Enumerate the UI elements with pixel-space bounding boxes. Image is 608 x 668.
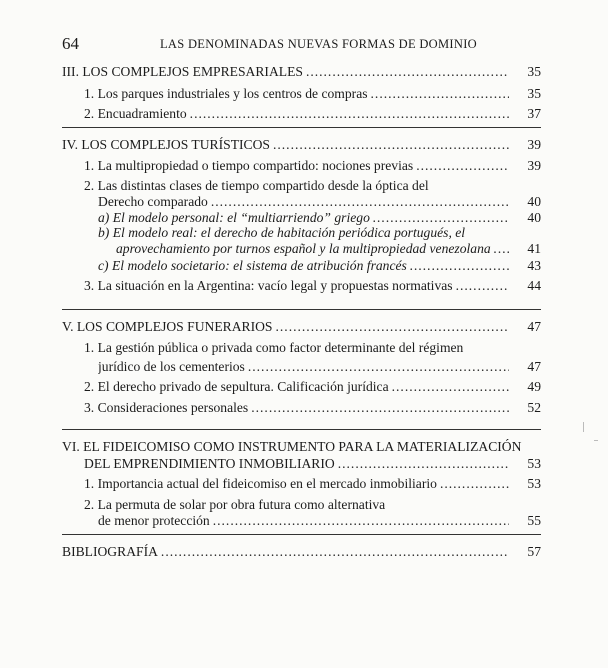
toc-entry-4-2 <box>98 194 512 210</box>
leader-dots <box>373 210 509 226</box>
toc-entry-title: jurídico de los cementerios <box>98 359 245 374</box>
running-title: LAS DENOMINADAS NUEVAS FORMAS DE DOMINIO <box>160 37 477 51</box>
toc-entry-title: 1. Los parques industriales y los centros de compras <box>84 86 368 101</box>
toc-entry-title: 3. Consideraciones personales <box>84 400 249 415</box>
toc-entry-4-1 <box>84 158 512 174</box>
toc-entry-title: 3. La situación en la Argentina: vacío legal y propuestas normativas <box>84 278 453 293</box>
toc-entry-title: c) El modelo societario: el sistema de atribución francés <box>98 258 407 273</box>
toc-entry-title: IV. LOS COMPLEJOS TURÍSTICOS <box>62 137 270 152</box>
toc-entry-title: aprovechamiento por turnos español y la multipropiedad venezolana <box>116 241 491 256</box>
toc-entry-3-1 <box>84 86 512 102</box>
leader-dots <box>392 379 509 395</box>
leader-dots <box>440 476 509 492</box>
toc-entry-4-2-line1: 2. Las distintas clases de tiempo compartido desde la óptica del <box>84 178 429 193</box>
toc-entry-section-3 <box>62 64 512 80</box>
toc-entry-page: 40 <box>527 210 541 225</box>
leader-dots <box>306 64 509 80</box>
leader-dots <box>416 158 509 174</box>
leader-dots <box>248 359 509 375</box>
leader-dots <box>161 544 509 560</box>
toc-entry-title: BIBLIOGRAFÍA <box>62 544 158 559</box>
toc-entry-title: de menor protección <box>98 513 210 528</box>
leader-dots <box>251 400 509 416</box>
toc-entry-4-2-c <box>98 258 512 274</box>
toc-entry-page: 52 <box>527 400 541 415</box>
section-divider <box>62 309 541 310</box>
toc-entry-bibliography <box>62 544 512 560</box>
scan-mark <box>594 440 598 441</box>
toc-entry-6-1 <box>84 476 512 492</box>
toc-entry-title: 2. Encuadramiento <box>84 106 187 121</box>
leader-dots <box>190 106 509 122</box>
section-divider <box>62 127 541 128</box>
section-divider <box>62 429 541 430</box>
toc-entry-5-2 <box>84 379 512 395</box>
toc-entry-page: 39 <box>527 137 541 152</box>
toc-entry-page: 37 <box>527 106 541 121</box>
toc-entry-page: 47 <box>527 319 541 334</box>
toc-entry-title: V. LOS COMPLEJOS FUNERARIOS <box>62 319 273 334</box>
toc-entry-5-3 <box>84 400 512 416</box>
toc-entry-page: 35 <box>527 64 541 79</box>
toc-entry-title: DEL EMPRENDIMIENTO INMOBILIARIO <box>84 456 335 471</box>
scan-mark <box>583 422 584 432</box>
toc-entry-title: 2. El derecho privado de sepultura. Calificación jurídica <box>84 379 389 394</box>
leader-dots <box>276 319 510 335</box>
section-divider <box>62 534 541 535</box>
toc-entry-page: 43 <box>527 258 541 273</box>
toc-entry-section-6-line1: VI. EL FIDEICOMISO COMO INSTRUMENTO PARA LA MATERIALIZACIÓN <box>62 439 522 454</box>
toc-entry-section-5 <box>62 319 512 335</box>
leader-dots <box>494 241 509 257</box>
toc-entry-page: 40 <box>527 194 541 209</box>
leader-dots <box>371 86 509 102</box>
leader-dots <box>456 278 509 294</box>
leader-dots <box>338 456 509 472</box>
toc-entry-page: 53 <box>527 476 541 491</box>
toc-entry-title: III. LOS COMPLEJOS EMPRESARIALES <box>62 64 303 79</box>
toc-entry-section-6 <box>84 456 512 472</box>
toc-entry-title: 1. Importancia actual del fideicomiso en el mercado inmobiliario <box>84 476 437 491</box>
toc-entry-page: 55 <box>527 513 541 528</box>
toc-entry-4-3 <box>84 278 512 294</box>
toc-entry-4-2-b <box>116 241 512 257</box>
page-number: 64 <box>62 34 79 53</box>
toc-entry-4-2-a <box>98 210 512 226</box>
toc-entry-title: 1. La multipropiedad o tiempo compartido: nociones previas <box>84 158 414 173</box>
toc-entry-3-2 <box>84 106 512 122</box>
toc-entry-6-2-line1: 2. La permuta de solar por obra futura como alternativa <box>84 497 386 512</box>
toc-entry-page: 53 <box>527 456 541 471</box>
toc-entry-page: 35 <box>527 86 541 101</box>
leader-dots <box>211 194 509 210</box>
toc-entry-title: a) El modelo personal: el “multiarriendo” griego <box>98 210 370 225</box>
toc-entry-page: 39 <box>527 158 541 173</box>
toc-entry-section-4 <box>62 137 512 153</box>
leader-dots <box>273 137 509 153</box>
toc-entry-page: 41 <box>527 241 541 256</box>
leader-dots <box>410 258 509 274</box>
toc-entry-6-2 <box>98 513 512 529</box>
toc-entry-5-1-line1: 1. La gestión pública o privada como factor determinante del régimen <box>84 340 464 355</box>
toc-entry-4-2-b-line1: b) El modelo real: el derecho de habitación periódica portugués, el <box>98 225 466 240</box>
toc-entry-page: 47 <box>527 359 541 374</box>
toc-entry-page: 49 <box>527 379 541 394</box>
leader-dots <box>213 513 509 529</box>
toc-entry-5-1 <box>98 359 512 375</box>
toc-entry-page: 44 <box>527 278 541 293</box>
toc-entry-page: 57 <box>527 544 541 559</box>
toc-entry-title: Derecho comparado <box>98 194 208 209</box>
